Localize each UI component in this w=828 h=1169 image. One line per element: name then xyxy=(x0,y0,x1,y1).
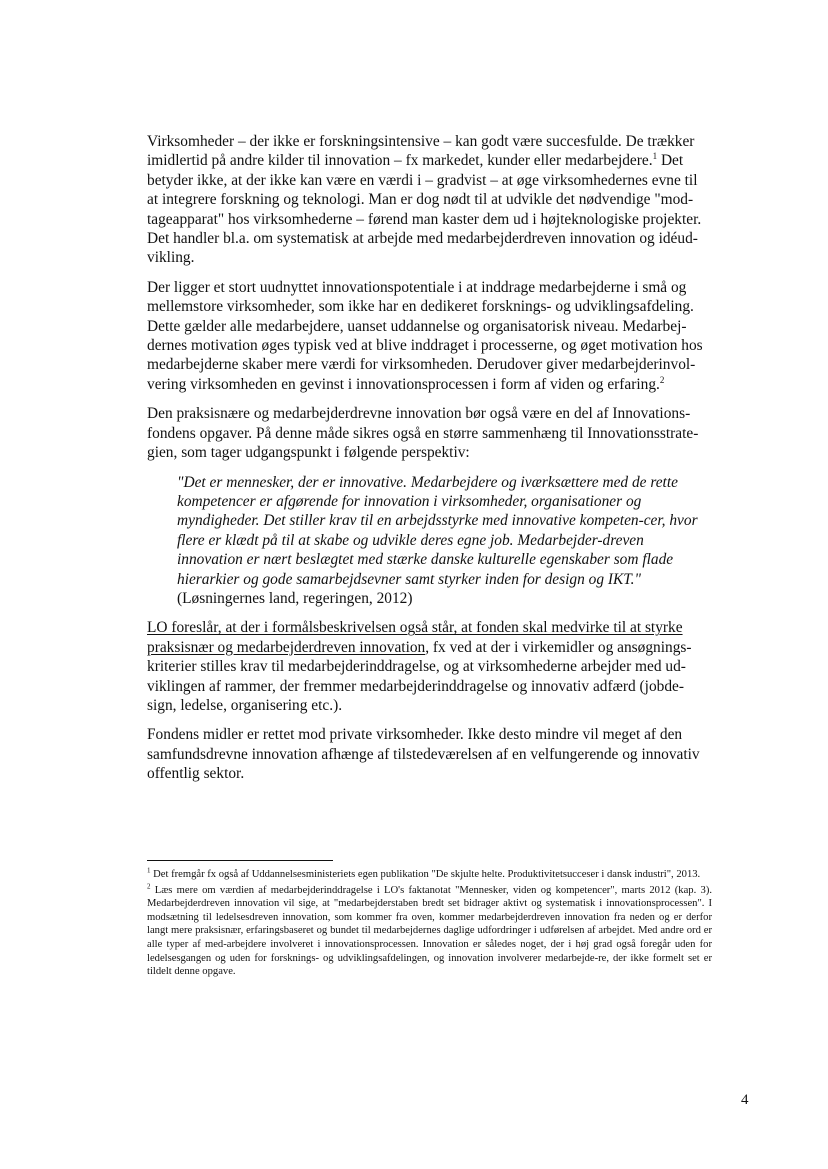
footnote-ref-1[interactable]: 1 xyxy=(652,151,658,162)
block-quote xyxy=(177,473,712,609)
quote-text: "Det er mennesker, der er innovative. Medarbejdere og iværksættere med de rette kompetencer er afgørende for innovation i virksomheder, organisationer og myndigheder. Det stiller krav til en arbejdsstyrke med innovative kompeten-cer, hvor flere er klædt på til at skabe og udvikle deres egne job. Medarbejder-dreven innovation er nært beslægtet med stærke danske kulturelle egenskaber som flade hierarkier og gode samarbejdsevner samt styrker inden for design og IKT." xyxy=(177,473,698,588)
footnotes xyxy=(147,868,712,981)
paragraph-3: Den praksisnære og medarbejderdrevne innovation bør også være en del af Innovations-fondens opgaver. På denne måde sikres også en større sammenhæng til Innovationsstrate-gien, som tager udgangspunkt i følgende perspektiv: xyxy=(147,405,699,462)
paragraph-2: Der ligger et stort uudnyttet innovationspotentiale i at inddrage medarbejderne i små og mellemstore virksomheder, som ikke har en dedikeret forsknings- og udviklingsafdeling. Dette gælder alle medarbejdere, uanset uddannelse og organisatorisk niveau. Medarbej-dernes motivation øges typisk ved at blive inddraget i processerne, og øget motivation hos medarbejderne skaber mere værdi for virksomheden. Derudover giver medarbejderinvol-vering virksomheden en gevinst i innovationsprocessen i form af viden og erfaring.$^2$ xyxy=(147,278,703,393)
page-number: 4 xyxy=(741,1092,749,1108)
closing-paragraph: Fondens midler er rettet mod private virksomheder. Ikke desto mindre vil meget af den samfundsdrevne innovation afhænge af tilstedeværelsen af en velfungerende og innovativ offentlig sektor. xyxy=(147,726,700,783)
paragraph-1: Virksomheder – der ikke er forskningsintensive – kan godt være succesfulde. De trækker imidlertid på andre kilder til innovation – fx markedet, kunder eller medarbejdere.$^1$ Det betyder ikke, at der ikke kan være en værdi i – gradvist – at øge virksomhedernes evne til at integrere forskning og teknologi. Man er dog nødt til at udvikle det nødvendige "mod-tageapparat" hos virksomhederne – førend man kaster dem ud i højteknologiske projekter. Det handler bl.a. om systematisk at arbejde med medarbejderdreven innovation og idéud-vikling. xyxy=(147,133,702,267)
footnote-2: $^2$ Læs mere om værdien af medarbejderinddragelse i LO's faktanotat "Mennesker, viden og kompetencer", marts 2012 (kap. 3). Medarbejderdreven innovation vil sige, at "medarbejderstaben bredt set bidrager aktivt og systematisk i innovationsprocessen". I modsætning til ledelsesdreven innovation, som kommer fra oven, kommer medarbejderdreven innovation fra neden og er derfor langt mere praksisnær, erfaringsbaseret og bundet til medarbejdernes daglige udfordringer i udførelsen af arbejdet. Med andre ord er alle typer af med-arbejdere involveret i innovationsprocessen. Innovation er således noget, der i høj grad også foregår uden for ledelsesgangen og uden for forsknings- og udviklingsafdelingen, og innovation involverer medarbejde-re, der ikke formelt set er tildelt denne opgave. xyxy=(147,882,712,978)
footnote-divider xyxy=(147,860,333,861)
footnote-ref-2[interactable]: 2 xyxy=(659,374,665,385)
document-body xyxy=(147,132,712,794)
quote-source: (Løsningernes land, regeringen, 2012) xyxy=(177,589,413,607)
footnote-1: $^1$ Det fremgår fx også af Uddannelsesministeriets egen publikation "De skjulte helte. Produktivitetsucceser i dansk industri", 2013. xyxy=(147,866,701,880)
proposal-rest: , fx ved at der i virkemidler og ansøgnings-kriterier stilles krav til medarbejderinddragelse, og at virksomhederne arbejder med ud-viklingen af rammer, der fremmer medarbejderinddragelse og innovativ adfærd (jobde-sign, ledelse, organisering etc.). xyxy=(147,638,692,714)
proposal-underlined: LO foreslår, at der i formålsbeskrivelsen også står, at fonden skal medvirke til at styrke praksisnær og medarbejderdreven innovation xyxy=(147,619,683,656)
proposal-paragraph xyxy=(147,618,712,715)
